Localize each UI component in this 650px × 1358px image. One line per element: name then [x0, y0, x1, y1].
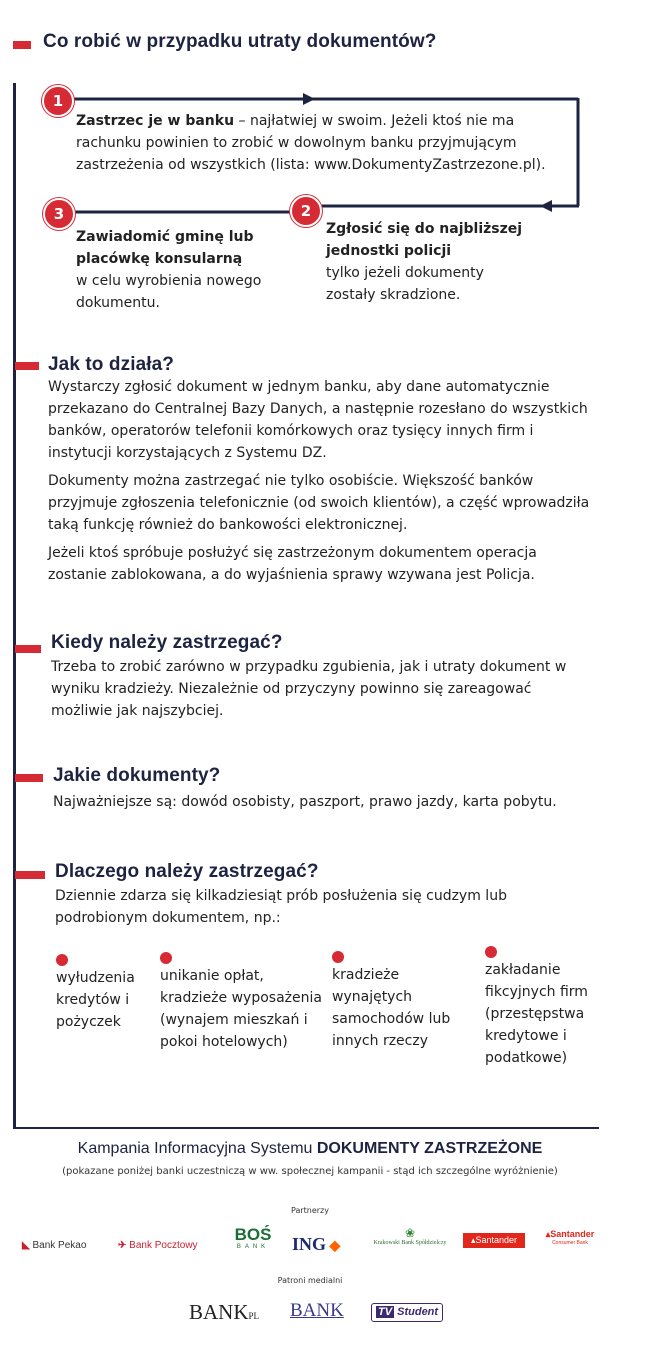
bullet-item: zakładanie fikcyjnych firm (przestępstwa kredytowe i podatkowe) — [485, 962, 588, 1066]
bullet-dot — [56, 954, 68, 966]
how-paragraph-1: Wystarczy zgłosić dokument w jednym banku, aby dane automatycznie przekazano do Centralnej Bazy Danych, a następnie rozesłano do wszystkich banków, operatorów telefonii komórkowych oraz tysięcy innych firm i instytucji korzystających z Systemu DZ. — [48, 379, 588, 461]
section-marker — [15, 362, 39, 370]
tv-icon: TV — [378, 1306, 393, 1318]
when-heading: Kiedy należy zastrzegać? — [51, 632, 283, 653]
santander-flame-icon: ▴ — [470, 1235, 476, 1245]
partners-label: Partnerzy — [290, 1206, 329, 1215]
bullet-dot — [160, 952, 172, 964]
bullet-item: kradzieże wynajętych samochodów lub innych rzeczy — [332, 967, 451, 1049]
section-marker — [15, 645, 41, 653]
step-1-desc: – najłatwiej w swoim. Jeżeli ktoś nie ma rachunku powinien to zrobić w dowolnym banku przyjmującym zastrzeżenia od wszystkich (lista: www.DokumentyZastrzezone.pl). — [76, 113, 546, 173]
krakowski-icon: ❀ — [404, 1226, 416, 1240]
bank-pocztowy-logo — [118, 1240, 198, 1251]
pocztowy-icon: ✈ — [118, 1240, 127, 1251]
ing-lion-icon: ◆ — [326, 1239, 341, 1254]
section-marker — [15, 871, 45, 879]
santander-consumer-flame-icon: ▴ — [545, 1229, 551, 1239]
step-3-text — [76, 226, 286, 314]
tv-student-name: Student — [397, 1306, 439, 1318]
bank-pl-suffix: PL — [248, 1311, 260, 1321]
bank-pekao-logo — [22, 1240, 86, 1251]
step-2-text — [326, 218, 526, 306]
campaign-title — [0, 1140, 620, 1158]
how-heading: Jak to działa? — [48, 354, 174, 375]
ing-name: ING — [292, 1234, 327, 1254]
santander-consumer-logo — [540, 1229, 600, 1246]
bullet-item: wyłudzenia kredytów i pożyczek — [56, 970, 135, 1030]
how-paragraph-2: Dokumenty można zastrzegać nie tylko osobiście. Większość banków przyjmuje zgłoszenia telefonicznie (od swoich klientów), a część wprowadziła taką funkcję również do bankowości elektronicznej. — [48, 473, 590, 533]
when-paragraph: Trzeba to zrobić zarówno w przypadku zgubienia, jak i utraty dokument w wyniku kradzieży. Niezależnie od przyczyny powinno się zareagować możliwie jak najszybciej. — [51, 659, 567, 719]
main-heading: Co robić w przypadku utraty dokumentów? — [43, 31, 437, 52]
santander-consumer-brand: Santander — [550, 1229, 595, 1239]
why-paragraph: Dziennie zdarza się kilkadziesiąt prób posłużenia się cudzym lub podrobionym dokumentem, np.: — [55, 888, 507, 926]
bank-pl-name: BANK — [189, 1300, 249, 1324]
docs-paragraph: Najważniejsze są: dowód osobisty, paszport, prawo jazdy, karta pobytu. — [53, 794, 557, 810]
bos-bank-logo — [232, 1226, 274, 1250]
santander-consumer-name — [540, 1229, 600, 1240]
campaign-title-bold: DOKUMENTY ZASTRZEŻONE — [316, 1140, 543, 1157]
bank-pekao-name: Bank Pekao — [32, 1240, 87, 1251]
step-1-text — [76, 110, 576, 176]
docs-heading: Jakie dokumenty? — [53, 765, 221, 786]
krakowski-name: Krakowski Bank Spółdzielczy — [373, 1240, 447, 1246]
tv-student-logo — [371, 1303, 443, 1322]
campaign-title-regular: Kampania Informacyjna Systemu — [77, 1140, 317, 1157]
bos-name: BOŚ — [234, 1225, 272, 1244]
media-label: Patroni medialni — [277, 1276, 343, 1285]
step-1-title: Zastrzec je w banku — [76, 113, 235, 129]
krakowski-bank-logo — [370, 1226, 450, 1246]
santander-logo — [463, 1233, 525, 1248]
step-2-desc: tylko jeżeli dokumenty zostały skradzione. — [326, 265, 484, 303]
step-1-badge: 1 — [42, 85, 74, 117]
bullet-dot — [332, 951, 344, 963]
step-2-title: Zgłosić się do najbliższej jednostki policji — [326, 221, 523, 259]
campaign-subtitle: (pokazane poniżej banki uczestniczą w ww. społecznej kampanii - stąd ich szczególne wyróżnienie) — [62, 1166, 558, 1177]
pekao-icon: ◣ — [22, 1240, 30, 1251]
bullet-item: unikanie opłat, kradzieże wyposażenia (wynajem mieszkań i pokoi hotelowych) — [160, 968, 322, 1050]
how-paragraph-3: Jeżeli ktoś spróbuje posłużyć się zastrzeżonym dokumentem operacja zostanie zablokowana, a do wyjaśnienia sprawy wzywana jest Policja. — [48, 545, 537, 583]
why-heading: Dlaczego należy zastrzegać? — [55, 861, 319, 882]
bank-pl-logo — [189, 1300, 259, 1325]
bank-pocztowy-name: Bank Pocztowy — [129, 1240, 198, 1251]
step-3-desc: w celu wyrobienia nowego dokumentu. — [76, 273, 262, 311]
flow-arrow-mid — [540, 200, 552, 212]
frame-line-horizontal — [13, 1127, 599, 1129]
bank-magazine-logo: BANK — [290, 1300, 344, 1321]
step-3-badge: 3 — [43, 198, 75, 230]
santander-name: Santander — [475, 1235, 518, 1245]
bos-sub: BANK — [236, 1244, 270, 1250]
section-marker — [15, 774, 43, 782]
ing-logo — [292, 1234, 340, 1255]
santander-consumer-sub: Consumer Bank — [552, 1240, 588, 1246]
flow-arrow-top — [303, 93, 315, 105]
bullet-dot — [485, 946, 497, 958]
step-3-title: Zawiadomić gminę lub placówkę konsularną — [76, 229, 254, 267]
step-2-badge: 2 — [290, 195, 322, 227]
